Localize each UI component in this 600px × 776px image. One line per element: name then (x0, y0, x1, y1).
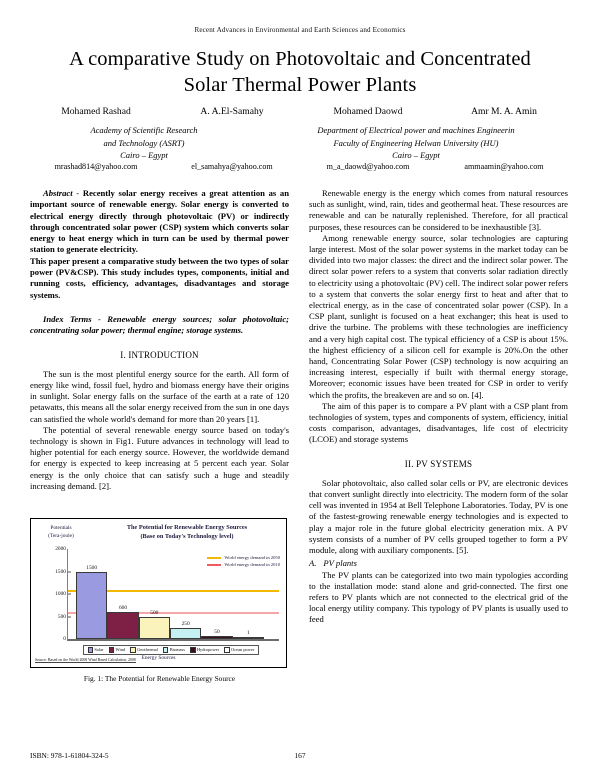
legend-chip-icon (109, 647, 114, 652)
affiliation-left (28, 124, 260, 162)
chart-category-legend-item (163, 647, 185, 652)
column-right (309, 188, 568, 626)
chart-bar-value: 500 (150, 609, 159, 616)
author-email: ammaamin@yahoo.com (464, 162, 544, 171)
affiliation-right-line-2: Faculty of Engineering Helwan University (HU) (333, 137, 499, 148)
chart-bar-wind (107, 612, 138, 639)
intro-paragraph-2: The potential of several renewable energy source based on today's technology is shown in Fig1. Future advances in technology will lead to higher potential for each energy source. However, the worldwide demand for energy is expected to keep increasing at 5 percent each year. Solar energy is the only choice that can satisfy such a huge and steadily increasing demand. [2]. (30, 424, 289, 491)
chart-category-legend-item (224, 647, 254, 652)
author-email: mrashad814@yahoo.com (54, 162, 138, 171)
chart-category-label: Geothermal (137, 647, 158, 653)
chart-ytick: 0 (63, 636, 66, 642)
legend-chip-icon (190, 647, 195, 652)
author-name: Amr M. A. Amin (471, 106, 537, 117)
section-heading-pv-systems: II. PV SYSTEMS (404, 458, 473, 469)
affiliation-right (260, 124, 572, 162)
chart-ytick: 1000 (55, 591, 66, 597)
chart-category-label: Biomass (169, 647, 185, 653)
chart-category-label: Solar (94, 647, 104, 653)
chart-bar-hydropower (201, 636, 232, 639)
chart-title: The Potential for Renewable Energy Sources (126, 524, 248, 531)
chart-legend-item (207, 554, 280, 561)
chart-bar-value: 250 (181, 620, 190, 627)
chart-category-legend (83, 645, 259, 655)
chart-legend-item (207, 561, 280, 568)
chart-x-axis-label: Energy Sources (141, 655, 176, 661)
chart-bar-cell (76, 549, 107, 639)
section-heading-introduction: I. INTRODUCTION (120, 349, 199, 360)
chart-category-legend-item (88, 647, 104, 652)
subsection-label: A. (309, 558, 317, 569)
chart-bar-cell (139, 549, 170, 639)
figure-1 (30, 518, 289, 683)
chart-bar-cell (107, 549, 138, 639)
pv-paragraph-1: Solar photovoltaic, also called solar cells or PV, are electronic devices that convert sunlight directly into electricity. The modern form of the solar cell was invented in 1954 at Bell Telephone Laboratories. Today, PV is one of the fastest-growing renewable energy technologies and is expected to play a major role in the future global electricity generation mix. A PV system consists of a number of PV cells grouped together to form a PV module, along with auxiliary components. [5]. (309, 477, 568, 556)
chart-ytick-mark (68, 616, 71, 617)
affiliations (28, 124, 572, 162)
chart-bar-geothermal (139, 617, 170, 640)
abstract-paragraph-1 (30, 188, 289, 256)
chart-subtitle: (Base on Today's Technology level) (140, 532, 234, 540)
legend-swatch-icon (207, 564, 221, 566)
chart-ytick-mark (68, 571, 71, 572)
chart-category-legend-item (190, 647, 219, 652)
affiliation-right-line-3: Cairo – Egypt (392, 150, 440, 161)
legend-swatch-icon (207, 557, 221, 559)
author-email: el_samahya@yahoo.com (191, 162, 273, 171)
author-list (28, 106, 572, 117)
chart-ytick: 1500 (55, 568, 66, 575)
chart-title-block (99, 524, 275, 541)
page-title (38, 46, 562, 98)
abstract-label: Abstract - (43, 188, 83, 198)
right-paragraph-2: Among renewable energy source, solar technologies are capturing large interest. Most of the solar power systems in the market today can be divided into two major classes: the direct and the indirect solar power. The direct solar power refers to a system that converts solar radiation directly to electricity using a photovoltaic (PV) cell. The indirect solar power refers to a system that converts the solar energy first to heat and after that to electrical energy, as in the case of concentrated solar power (CSP). In a CSP plant, sunlight is focused on a heat exchanger; this heat is used to drive the turbine. The problems with these technologies are inefficiency and a very high capital cost. The typical efficiency of a CSP is about 15%. the highest efficiency of a silicon cell for example is 20%.On the other hand, Concentrating Solar Power (CSP) technology is now acquiring an increasing interest, especially if built with thermal energy storage, Moreover; economic issues have been treated for CSP in order to verify which the profits, the breakeven are and so on. [4]. (309, 232, 568, 400)
chart-ytick: 500 (57, 613, 66, 620)
chart-bar-value: 1500 (86, 564, 98, 571)
index-terms: Index Terms - Renewable energy sources; solar photovoltaic; concentrating solar power; thermal engine; storage systems. (30, 313, 289, 336)
legend-chip-icon (163, 647, 168, 652)
author-email: m_a_daowd@yahoo.com (326, 162, 410, 171)
chart-category-legend-item (130, 647, 157, 652)
running-head: Recent Advances in Environmental and Earth Sciences and Economics (194, 26, 406, 34)
chart-bar-cell (170, 549, 201, 639)
chart-ytick-mark (68, 594, 71, 595)
affiliation-right-line-1: Department of Electrical power and machines Engineerin (317, 125, 515, 135)
subsection-title: PV plants (323, 558, 357, 569)
footer-isbn: ISBN: 978-1-61804-324-5 (30, 751, 109, 760)
abstract-paragraph-2: This paper present a comparative study between the two types of solar power (PV&CSP). This study includes types, components, initial and running costs, efficiency, advantages, disadvantages and storage systems. (30, 255, 289, 300)
legend-chip-icon (224, 647, 229, 652)
chart-bar-solar (76, 572, 107, 640)
legend-chip-icon (88, 647, 93, 652)
figure-caption: Fig. 1: The Potential for Renewable Energy Source (83, 674, 236, 683)
affiliation-left-line-2: and Technology (ASRT) (103, 137, 185, 148)
chart-ytick: 2000 (55, 546, 66, 552)
author-emails (28, 162, 572, 171)
chart-bar-biomass (170, 628, 201, 639)
chart-legend (207, 554, 280, 569)
chart-category-label: Ocean power (231, 647, 255, 653)
chart-container (30, 518, 287, 668)
affiliation-left-line-3: Cairo – Egypt (120, 150, 168, 161)
intro-paragraph-1: The sun is the most plentiful energy source for the earth. All form of energy like wind, fossil fuel, hydro and biomass energy have their origins in sunlight. Solar energy falls on the surface of the earth at a rate of 120 petawatts, this means all the solar energy received from the sun in one days can satisfied the whole world's demand for more than 20 years [1]. (30, 368, 290, 424)
subsection-heading-pv-plants (309, 558, 568, 569)
legend-chip-icon (130, 647, 135, 652)
right-paragraph-3: The aim of this paper is to compare a PV plant with a CSP plant from technologies of system, types and components of system, efficiency, initial costs comparison, advantages, disadvantages, life cost of electricity (LCOE) and storage systems (309, 400, 568, 445)
right-paragraph-1: Renewable energy is the energy which comes from natural resources such as sunlight, wind, rain, tides and geothermal heat. These resources are renewable and can be naturally replenished. Therefore, for all practical purposes, these resources can be considered to be inexhaustible [3]. (309, 188, 568, 232)
footer-page-number: 167 (294, 751, 306, 760)
chart-bar-value: 1 (246, 630, 250, 637)
affiliation-left-line-1: Academy of Scientific Research (90, 125, 198, 135)
author-name: Mohamed Rashad (61, 106, 131, 117)
author-name: A. A.El-Samahy (200, 106, 264, 117)
chart-category-label: Wind (115, 647, 126, 653)
author-name: Mohamed Daowd (333, 106, 403, 117)
pv-paragraph-2: The PV plants can be categorized into two main typologies according to the installation mode: stand alone and grid-connected. The first one refers to PV plants which are not connected to the electrical grid of the local energy utility company. This typology of PV plants is usually used to feed (309, 569, 568, 625)
chart-source-note: Source: Based on the World 2008 Wind Based Calculation, 2008 (35, 658, 136, 662)
chart-legend-label: World energy demand in 2050 (224, 555, 280, 560)
title-line-1: A comparative Study on Photovoltaic and Concentrated (69, 48, 531, 70)
chart-y-axis-label: Potentials (Tera-joule) (48, 525, 74, 539)
chart-legend-label: World energy demand in 2010 (224, 562, 280, 568)
chart-category-label: Hydropower (196, 647, 220, 653)
title-line-2: Solar Thermal Power Plants (183, 74, 417, 96)
chart-category-legend-item (109, 647, 125, 652)
chart-bar-value: 50 (214, 628, 220, 635)
abstract-text-1: Recently solar energy receives a great attention as an important source of renewable energy. Solar energy is converted to electrical energy directly through photovoltaic (PV) or indirectly through concentrated solar power (CSP) system which converts solar energy to heat energy which in turn can be used by thermal power station to generate electricity. (30, 188, 290, 255)
chart-bar-ocean-power (233, 637, 264, 639)
chart-bar-value: 600 (118, 605, 128, 612)
column-left (30, 188, 289, 492)
